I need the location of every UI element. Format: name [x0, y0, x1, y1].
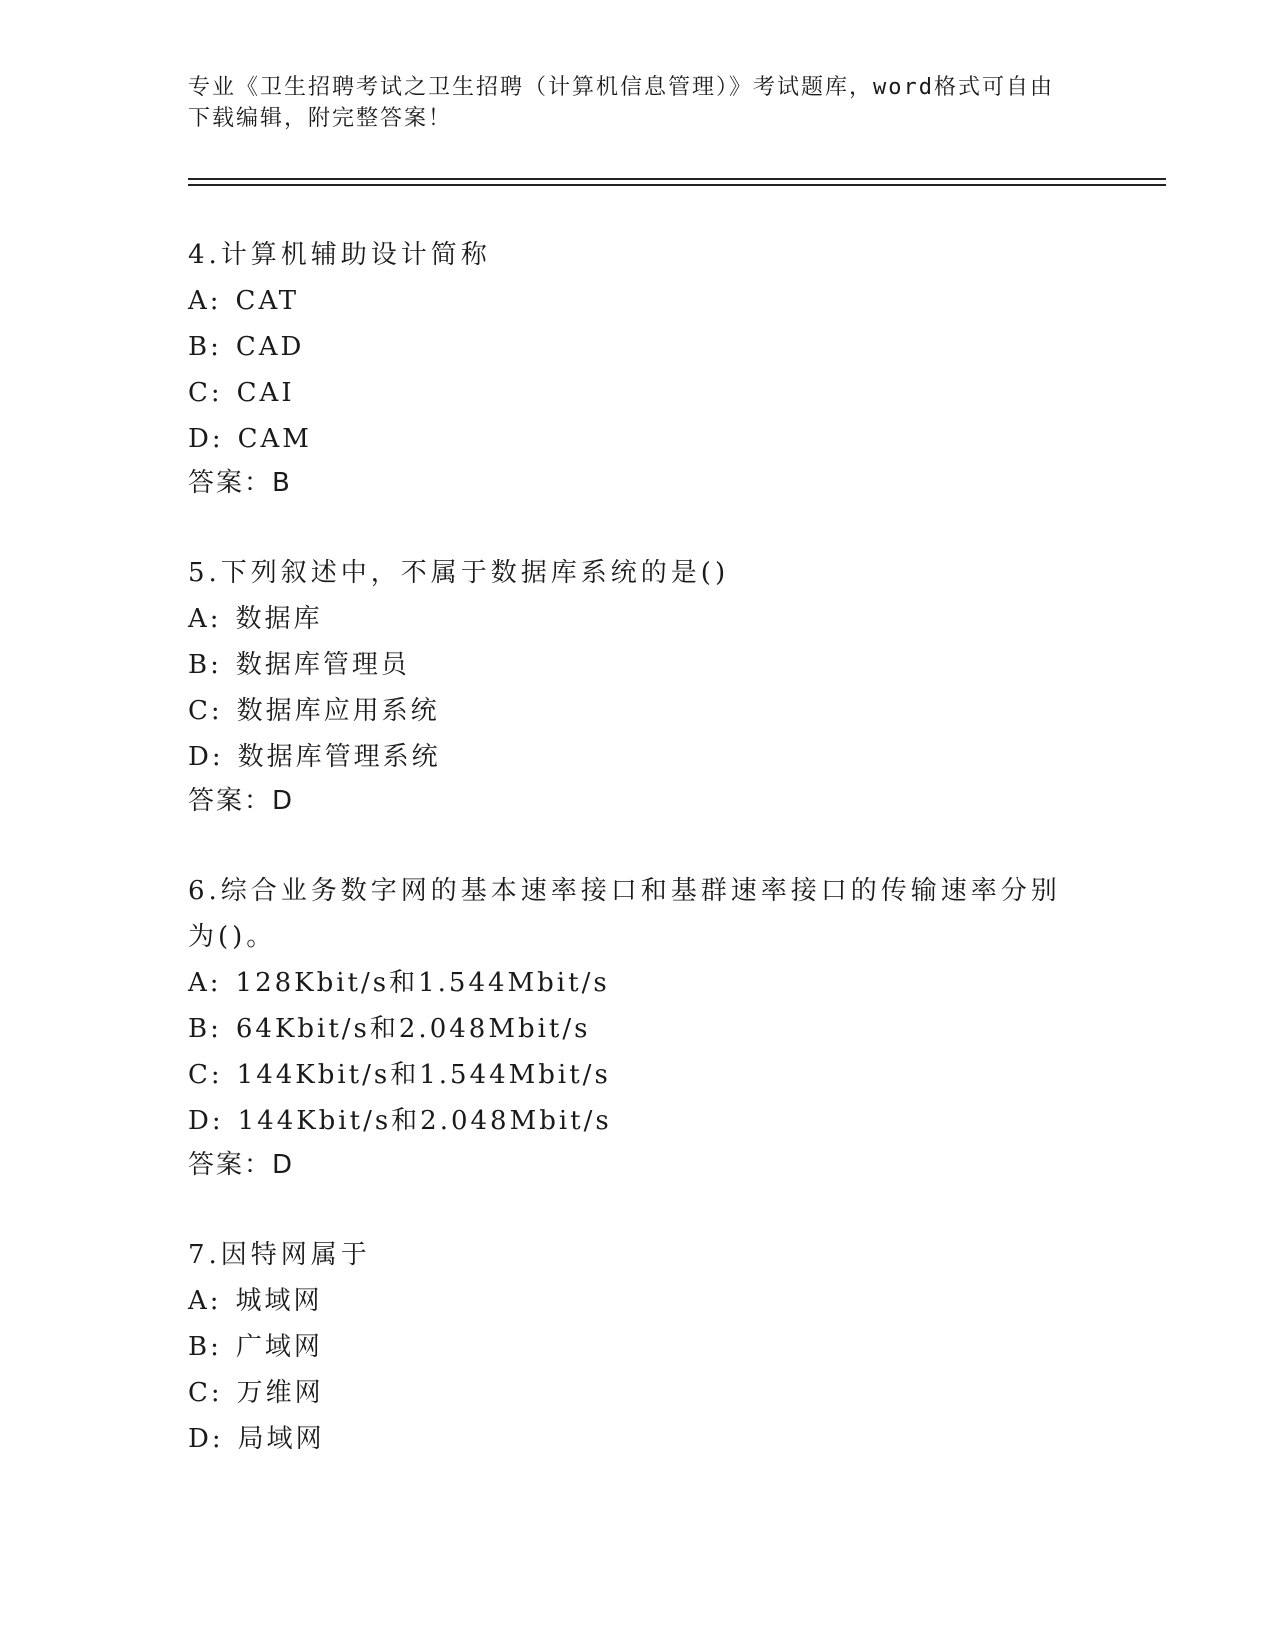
- question-title: 5.下列叙述中，不属于数据库系统的是(): [188, 558, 730, 588]
- question-6: [188, 868, 1088, 1186]
- question-7: [188, 1232, 1088, 1462]
- option-letter: A:: [188, 604, 222, 634]
- option-a: [188, 596, 1088, 642]
- option-letter: D:: [188, 424, 224, 454]
- option-text: 数据库应用系统: [236, 696, 440, 726]
- option-letter: A:: [188, 968, 222, 998]
- option-c: [188, 688, 1088, 734]
- document-header: 专业《卫生招聘考试之卫生招聘（计算机信息管理）》考试题库，word格式可自由下载编辑，附完整答案！: [188, 75, 1054, 131]
- option-text: 城域网: [235, 1286, 323, 1316]
- option-letter: C:: [188, 1378, 223, 1408]
- option-text: 128Kbit/s和1.544Mbit/s: [235, 968, 610, 998]
- option-d: [188, 1098, 1088, 1144]
- option-text: 64Kbit/s和2.048Mbit/s: [235, 1014, 591, 1044]
- option-letter: C:: [188, 696, 223, 726]
- option-letter: B:: [188, 332, 222, 362]
- option-c: [188, 1370, 1088, 1416]
- header-divider-top: [188, 178, 1166, 180]
- option-a: [188, 1278, 1088, 1324]
- option-letter: A:: [188, 286, 222, 316]
- option-b: [188, 1006, 1088, 1052]
- option-b: [188, 324, 1088, 370]
- option-text: 数据库管理员: [235, 650, 410, 680]
- option-text: 万维网: [236, 1378, 324, 1408]
- option-text: 144Kbit/s和1.544Mbit/s: [236, 1060, 611, 1090]
- option-text: CAM: [237, 424, 312, 454]
- answer-label: 答案：D: [188, 786, 295, 816]
- option-d: [188, 734, 1088, 780]
- question-4: [188, 232, 1088, 504]
- option-b: [188, 1324, 1088, 1370]
- option-letter: C:: [188, 1060, 223, 1090]
- option-b: [188, 642, 1088, 688]
- option-letter: D:: [188, 1424, 224, 1454]
- option-text: CAD: [235, 332, 305, 362]
- option-letter: A:: [188, 1286, 222, 1316]
- option-letter: B:: [188, 1014, 222, 1044]
- header-divider-bottom: [188, 184, 1166, 186]
- option-d: [188, 1416, 1088, 1462]
- answer-label: 答案：D: [188, 1150, 295, 1180]
- option-d: [188, 416, 1088, 462]
- option-letter: B:: [188, 1332, 222, 1362]
- option-letter: D:: [188, 742, 224, 772]
- option-letter: B:: [188, 650, 222, 680]
- option-letter: D:: [188, 1106, 224, 1136]
- option-text: 144Kbit/s和2.048Mbit/s: [237, 1106, 612, 1136]
- option-text: 广域网: [235, 1332, 323, 1362]
- option-letter: C:: [188, 378, 223, 408]
- option-c: [188, 1052, 1088, 1098]
- option-c: [188, 370, 1088, 416]
- question-title: 7.因特网属于: [188, 1240, 371, 1270]
- answer-label: 答案：B: [188, 468, 292, 498]
- option-text: CAT: [235, 286, 300, 316]
- option-text: 局域网: [237, 1424, 325, 1454]
- question-title: 4.计算机辅助设计简称: [188, 240, 491, 270]
- option-text: 数据库管理系统: [237, 742, 441, 772]
- option-text: CAI: [236, 378, 295, 408]
- question-5: [188, 550, 1088, 822]
- option-text: 数据库: [235, 604, 323, 634]
- question-title: 6.综合业务数字网的基本速率接口和基群速率接口的传输速率分别为()。: [188, 876, 1061, 952]
- option-a: [188, 278, 1088, 324]
- option-a: [188, 960, 1088, 1006]
